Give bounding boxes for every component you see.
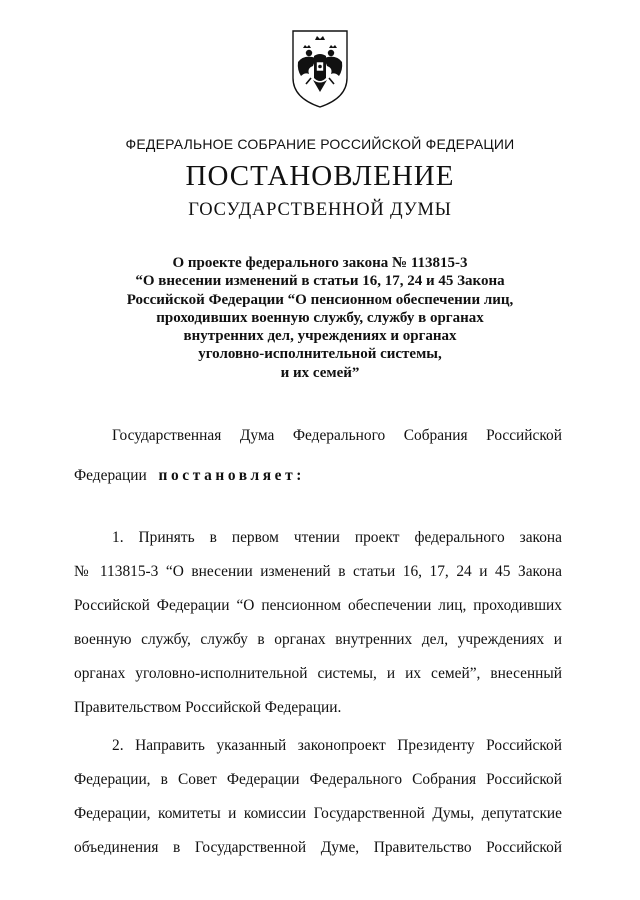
- subject-line: уголовно-исполнительной системы,: [198, 346, 442, 363]
- organization-title: ФЕДЕРАЛЬНОЕ СОБРАНИЕ РОССИЙСКОЙ ФЕДЕРАЦИИ: [125, 136, 515, 152]
- decision-keyword: постановляет:: [158, 467, 305, 484]
- subject-line: “О внесении изменений в статьи 16, 17, 24 и 45 Закона: [135, 273, 505, 290]
- preamble-line: Государственная Дума Федерального Собрания Российской: [112, 427, 562, 444]
- issuer-title: ГОСУДАРСТВЕННОЙ ДУМЫ: [188, 200, 452, 220]
- subject-line: Российской Федерации “О пенсионном обеспечении лиц,: [126, 291, 514, 308]
- subject-line: внутренних дел, учреждениях и органах: [183, 328, 457, 345]
- coat-of-arms-emblem: [289, 28, 351, 110]
- paragraph-line: 1. Принять в первом чтении проект федерального закона: [112, 529, 562, 546]
- document-subject: [0, 254, 640, 382]
- preamble-text: Федерации: [74, 467, 147, 484]
- preamble-line: [74, 467, 562, 485]
- paragraph-line: Российской Федерации “О пенсионном обеспечении лиц, проходивших: [74, 597, 562, 614]
- paragraph-line: Федерации, в Совет Федерации Федерального Собрания Российской: [74, 771, 562, 788]
- document-type-title: ПОСТАНОВЛЕНИЕ: [185, 160, 455, 192]
- subject-line: проходивших военную службу, службу в органах: [156, 309, 484, 326]
- paragraph-line: Федерации, комитеты и комиссии Государственной Думы, депутатские: [74, 805, 562, 822]
- paragraph-line: 2. Направить указанный законопроект Президенту Российской: [112, 737, 562, 754]
- paragraph-line: органах уголовно-исполнительной системы, и их семей”, внесенный: [74, 665, 562, 682]
- paragraph-line: военную службу, службу в органах внутренних дел, учреждениях и: [74, 631, 562, 648]
- subject-line: О проекте федерального закона № 113815-3: [172, 255, 468, 271]
- paragraph-line: объединения в Государственной Думе, Правительство Российской: [74, 839, 562, 856]
- paragraph-line: № 113815-3 “О внесении изменений в статьи 16, 17, 24 и 45 Закона: [74, 563, 562, 580]
- subject-line: и их семей”: [280, 364, 360, 381]
- paragraph-line: Правительством Российской Федерации.: [74, 699, 342, 716]
